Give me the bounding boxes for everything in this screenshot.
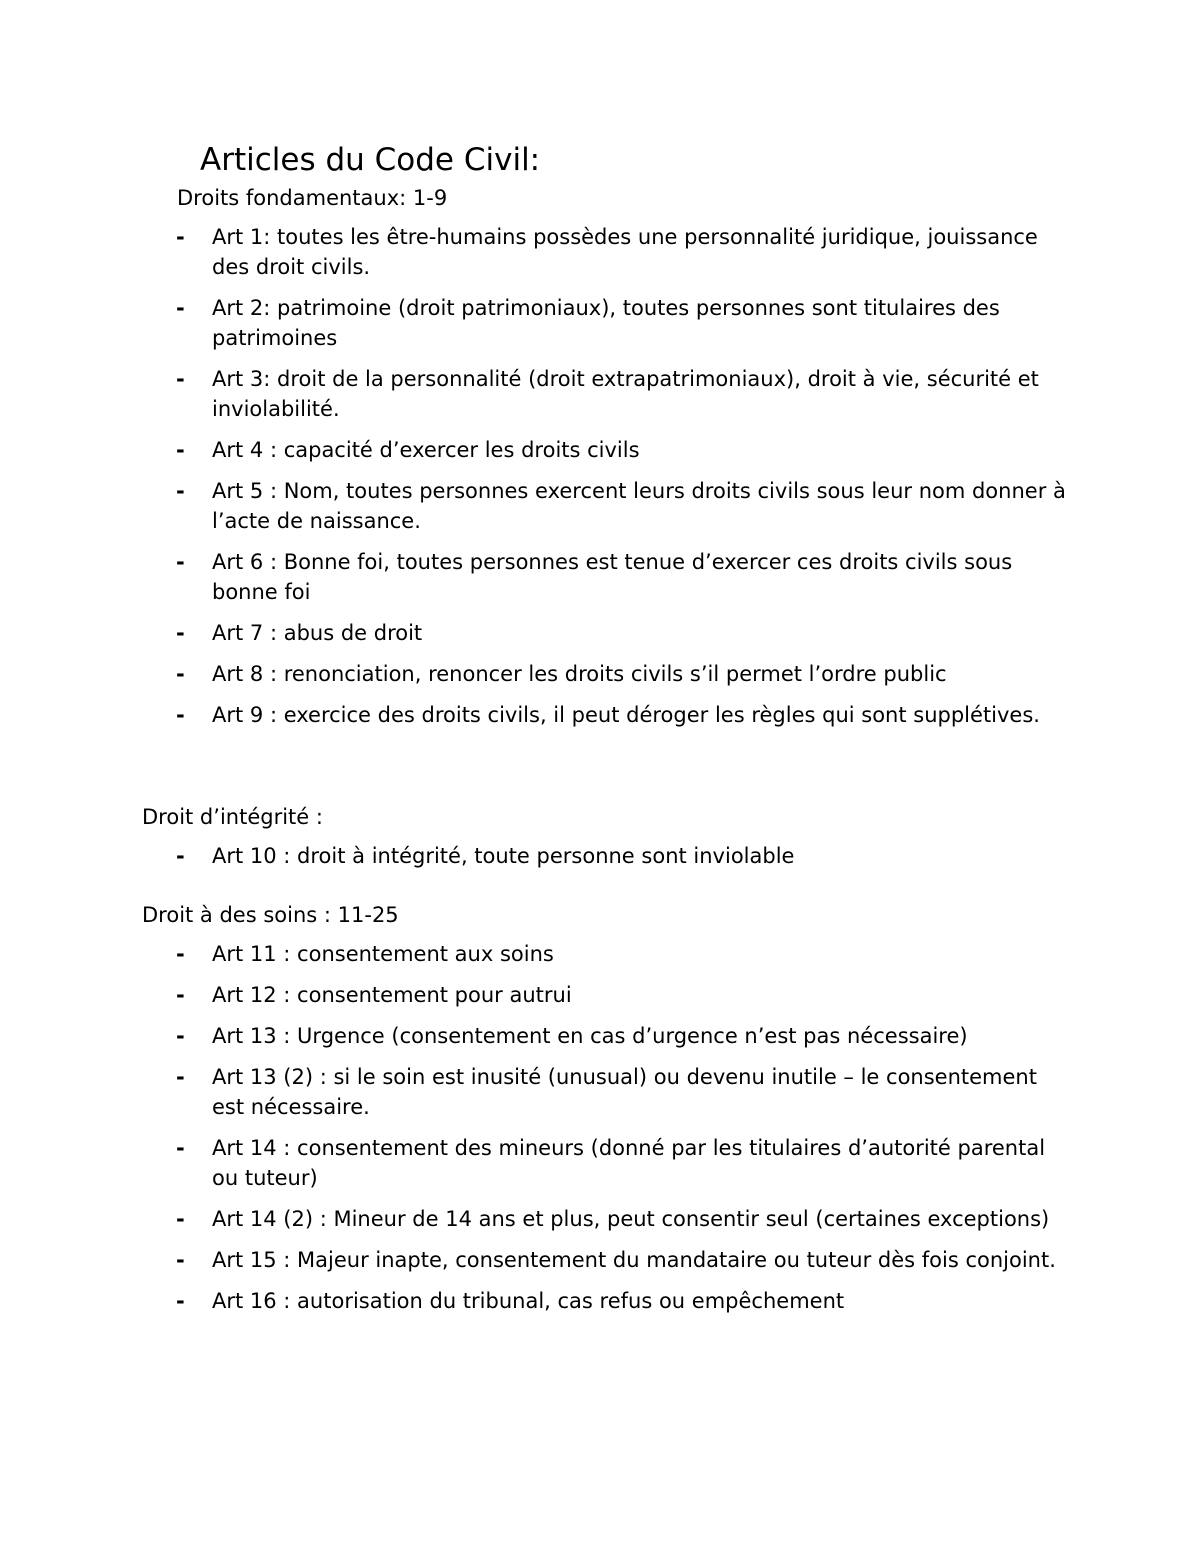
- article-list-integrity: [0, 841, 1200, 882]
- article-item: [0, 939, 1072, 969]
- article-list-fundamental-rights: [0, 222, 1200, 741]
- bullet-dash: -: [176, 438, 185, 462]
- bullet-dash: -: [176, 296, 185, 320]
- article-text: Art 10 : droit à intégrité, toute personne sont inviolable: [212, 844, 795, 868]
- section-heading-care: Droit à des soins : 11-25: [142, 903, 399, 927]
- article-text: Art 14 (2) : Mineur de 14 ans et plus, peut consentir seul (certaines exceptions): [212, 1207, 1050, 1231]
- article-item: [0, 1245, 1072, 1275]
- bullet-dash: -: [176, 1136, 185, 1160]
- article-item: [0, 364, 1072, 424]
- bullet-dash: -: [176, 983, 185, 1007]
- article-text: Art 11 : consentement aux soins: [212, 942, 554, 966]
- section-heading-fundamental-rights: Droits fondamentaux: 1-9: [177, 186, 448, 210]
- bullet-dash: -: [176, 844, 185, 868]
- bullet-dash: -: [176, 367, 185, 391]
- bullet-dash: -: [176, 703, 185, 727]
- article-item: [0, 841, 1072, 871]
- bullet-dash: -: [176, 1248, 185, 1272]
- article-text: Art 13 (2) : si le soin est inusité (unusual) ou devenu inutile – le consentement est nécessaire.: [212, 1065, 1037, 1119]
- article-item: [0, 222, 1072, 282]
- article-text: Art 5 : Nom, toutes personnes exercent leurs droits civils sous leur nom donner à l’acte de naissance.: [212, 479, 1066, 533]
- article-item: [0, 618, 1072, 648]
- article-text: Art 12 : consentement pour autrui: [212, 983, 572, 1007]
- article-item: [0, 476, 1072, 536]
- article-item: [0, 1062, 1072, 1122]
- bullet-dash: -: [176, 942, 185, 966]
- bullet-dash: -: [176, 662, 185, 686]
- article-item: [0, 1021, 1072, 1051]
- article-text: Art 9 : exercice des droits civils, il peut déroger les règles qui sont supplétives.: [212, 703, 1040, 727]
- article-text: Art 4 : capacité d’exercer les droits civils: [212, 438, 640, 462]
- bullet-dash: -: [176, 1207, 185, 1231]
- article-item: [0, 1133, 1072, 1193]
- bullet-dash: -: [176, 1024, 185, 1048]
- article-text: Art 13 : Urgence (consentement en cas d’urgence n’est pas nécessaire): [212, 1024, 968, 1048]
- article-text: Art 1: toutes les être-humains possèdes une personnalité juridique, jouissance des droit civils.: [212, 225, 1038, 279]
- bullet-dash: -: [176, 621, 185, 645]
- article-item: [0, 293, 1072, 353]
- article-item: [0, 547, 1072, 607]
- article-item: [0, 435, 1072, 465]
- article-item: [0, 659, 1072, 689]
- article-text: Art 16 : autorisation du tribunal, cas refus ou empêchement: [212, 1289, 845, 1313]
- article-item: [0, 700, 1072, 730]
- bullet-dash: -: [176, 479, 185, 503]
- article-item: [0, 980, 1072, 1010]
- article-list-care: [0, 939, 1200, 1327]
- bullet-dash: -: [176, 1289, 185, 1313]
- article-text: Art 15 : Majeur inapte, consentement du mandataire ou tuteur dès fois conjoint.: [212, 1248, 1056, 1272]
- article-text: Art 8 : renonciation, renoncer les droits civils s’il permet l’ordre public: [212, 662, 947, 686]
- article-text: Art 3: droit de la personnalité (droit extrapatrimoniaux), droit à vie, sécurité et inviolabilité.: [212, 367, 1039, 421]
- bullet-dash: -: [176, 225, 185, 249]
- article-text: Art 14 : consentement des mineurs (donné par les titulaires d’autorité parental ou tuteur): [212, 1136, 1046, 1190]
- article-text: Art 7 : abus de droit: [212, 621, 423, 645]
- section-heading-integrity: Droit d’intégrité :: [142, 805, 323, 829]
- article-text: Art 2: patrimoine (droit patrimoniaux), toutes personnes sont titulaires des patrimoines: [212, 296, 1000, 350]
- bullet-dash: -: [176, 550, 185, 574]
- bullet-dash: -: [176, 1065, 185, 1089]
- article-item: [0, 1286, 1072, 1316]
- article-text: Art 6 : Bonne foi, toutes personnes est tenue d’exercer ces droits civils sous bonne foi: [212, 550, 1013, 604]
- article-item: [0, 1204, 1072, 1234]
- document-title: Articles du Code Civil:: [200, 142, 541, 178]
